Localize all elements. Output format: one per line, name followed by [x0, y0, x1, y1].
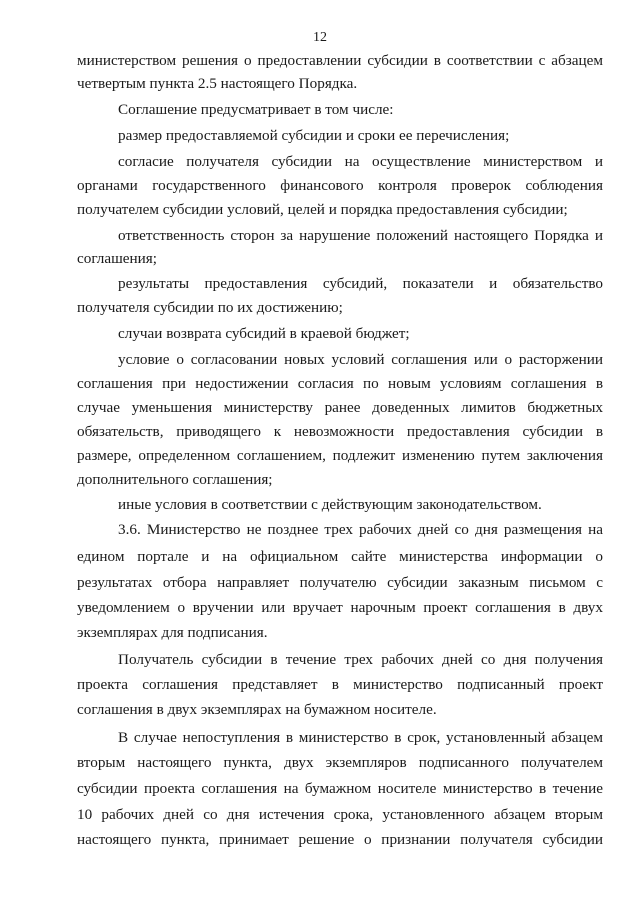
text-line: четвертым пункта 2.5 настоящего Порядка.	[77, 75, 358, 92]
text-line: получателя субсидии по их достижению;	[77, 299, 343, 316]
text-line: результаты предоставления субсидий, показатели и обязательство	[118, 275, 603, 292]
text-line: обязательств, приводящего к невозможности предоставления субсидии в	[77, 423, 603, 440]
text-line: 10 рабочих дней со дня истечения срока, установленного абзацем вторым	[77, 806, 603, 823]
text-line: случае уменьшения министерству ранее доведенных лимитов бюджетных	[77, 399, 603, 416]
text-line: согласие получателя субсидии на осуществление министерством и	[118, 153, 603, 170]
text-line: проекта соглашения представляет в министерство подписанный проект	[77, 676, 603, 693]
text-line: В случае непоступления в министерство в срок, установленный абзацем	[118, 729, 603, 746]
text-line: настоящего пункта, принимает решение о признании получателя субсидии	[77, 831, 603, 848]
text-line: субсидии проекта соглашения на бумажном носителе министерство в течение	[77, 780, 603, 797]
text-line: условие о согласовании новых условий соглашения или о расторжении	[118, 351, 603, 368]
text-line: ответственность сторон за нарушение положений настоящего Порядка и	[118, 227, 603, 244]
text-line: Получатель субсидии в течение трех рабочих дней со дня получения	[118, 651, 603, 668]
text-line: вторым настоящего пункта, двух экземпляров подписанного получателем	[77, 754, 603, 771]
text-line: соглашения при недостижении согласия по новым условиям соглашения в	[77, 375, 603, 392]
text-line: размер предоставляемой субсидии и сроки ее перечисления;	[118, 127, 510, 144]
text-line: размере, определенном соглашением, подлежит изменению путем заключения	[77, 447, 603, 464]
text-line: иные условия в соответствии с действующим законодательством.	[118, 496, 542, 513]
text-line: экземплярах для подписания.	[77, 624, 268, 641]
text-line: получателем субсидии условий, целей и порядка предоставления субсидии;	[77, 201, 568, 218]
text-line: результатах отбора направляет получателю субсидии заказным письмом с	[77, 574, 603, 591]
text-line: министерством решения о предоставлении субсидии в соответствии с абзацем	[77, 52, 603, 69]
text-line: дополнительного соглашения;	[77, 471, 273, 488]
text-line: едином портале и на официальном сайте министерства информации о	[77, 548, 603, 565]
text-line: случаи возврата субсидий в краевой бюджет;	[118, 325, 410, 342]
text-line: соглашения в двух экземплярах на бумажном носителе.	[77, 701, 437, 718]
text-line: 3.6. Министерство не позднее трех рабочих дней со дня размещения на	[118, 521, 603, 538]
page-number: 12	[313, 30, 327, 45]
text-line: Соглашение предусматривает в том числе:	[118, 101, 394, 118]
text-line: органами государственного финансового контроля проверок соблюдения	[77, 177, 603, 194]
text-line: уведомлением о вручении или вручает нарочным проект соглашения в двух	[77, 599, 603, 616]
text-line: соглашения;	[77, 250, 158, 267]
